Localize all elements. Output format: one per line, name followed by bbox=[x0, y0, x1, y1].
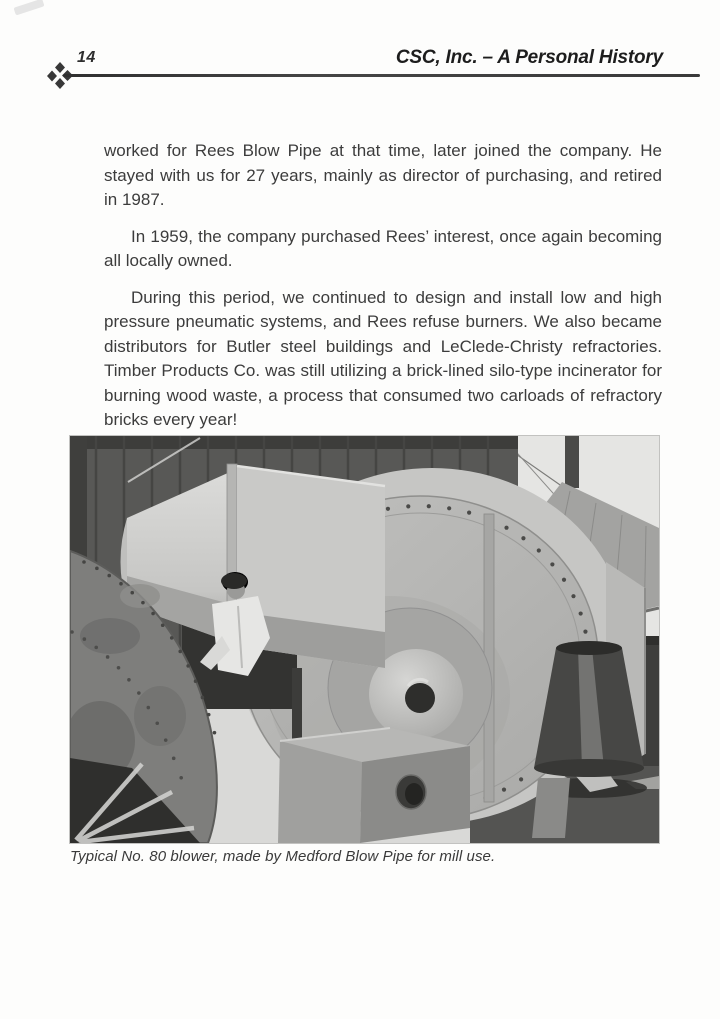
blower-photo bbox=[70, 436, 659, 843]
page-number: 14 bbox=[77, 49, 96, 66]
body-text bbox=[104, 139, 662, 445]
photo-caption: Typical No. 80 blower, made by Medford Blow Pipe for mill use. bbox=[70, 848, 496, 865]
pedestal-box bbox=[278, 728, 470, 843]
header-rule bbox=[63, 74, 700, 77]
scan-smudge bbox=[13, 0, 44, 15]
book-title: CSC, Inc. – A Personal History bbox=[395, 47, 663, 68]
body-paragraph: During this period, we continued to design and install low and high pressure pneumatic systems, and Rees refuse burners. We also became distributors for Butler steel buildings and LeClede-Christy refractories. Timber Products Co. was still utilizing a brick-lined silo-type incinerator for burning wood waste, a process that consumed two carloads of refractory bricks every year! bbox=[104, 287, 662, 429]
body-paragraph: worked for Rees Blow Pipe at that time, later joined the company. He stayed with us for 27 years, mainly as director of purchasing, and retired in 1987. bbox=[104, 141, 662, 209]
body-paragraph: In 1959, the company purchased Rees’ interest, once again becoming all locally owned. bbox=[104, 226, 662, 270]
